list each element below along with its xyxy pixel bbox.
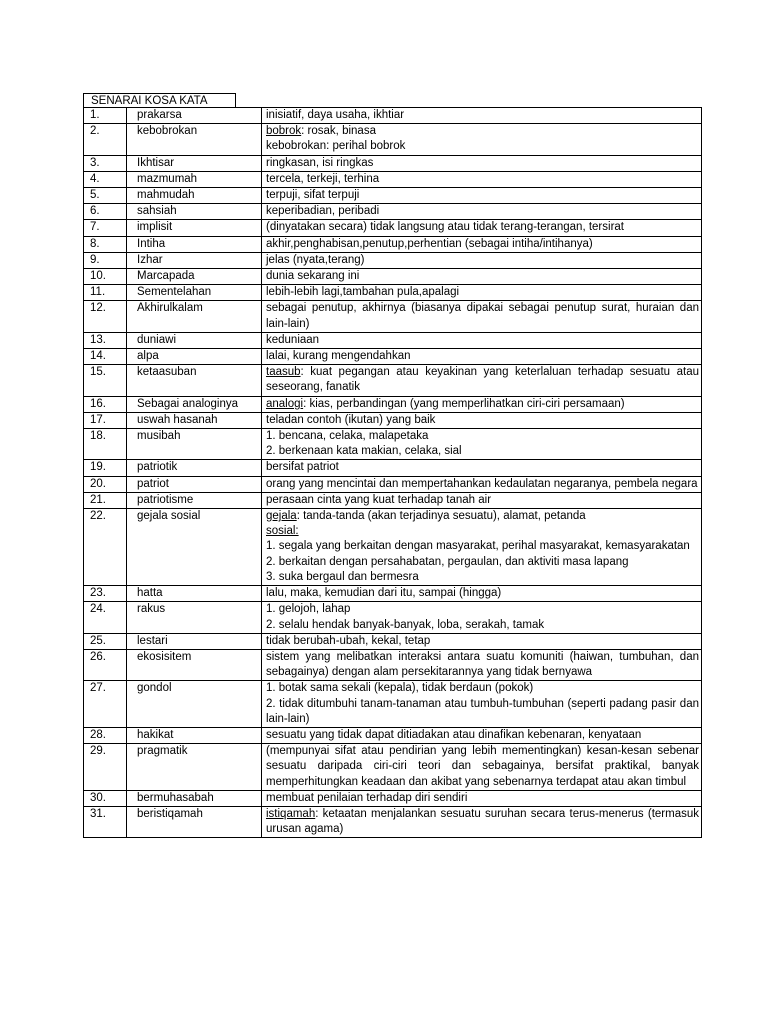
- definition-text: sesuatu yang tidak dapat ditiadakan atau dinafikan kebenaran, kenyataan: [266, 728, 642, 741]
- definition-line: [266, 570, 699, 585]
- definition-text: keduniaan: [266, 333, 320, 346]
- definition-line: [266, 650, 699, 680]
- vocabulary-word: Marcapada: [127, 269, 262, 285]
- definition-text: dunia sekarang ini: [266, 270, 360, 283]
- definition-line: [266, 220, 699, 235]
- table-row: [84, 727, 702, 743]
- definition-line: [266, 204, 699, 219]
- table-row: [84, 744, 702, 791]
- definition-line: [266, 397, 699, 412]
- row-number: 8.: [84, 236, 127, 252]
- table-row: [84, 492, 702, 508]
- definition-line: [266, 634, 699, 649]
- vocabulary-word: ekosisitem: [127, 649, 262, 680]
- vocabulary-word: patriotik: [127, 460, 262, 476]
- definition: [262, 204, 702, 220]
- definition-line: [266, 285, 699, 300]
- definition-line: [266, 807, 699, 837]
- table-row: [84, 332, 702, 348]
- definition-line: [266, 460, 699, 475]
- definition-line: [266, 172, 699, 187]
- definition-line: [266, 253, 699, 268]
- table-row: [84, 396, 702, 412]
- definition: [262, 285, 702, 301]
- vocabulary-word: mahmudah: [127, 188, 262, 204]
- vocabulary-word: alpa: [127, 349, 262, 365]
- table-row: [84, 252, 702, 268]
- table-row: [84, 155, 702, 171]
- vocabulary-word: Sementelahan: [127, 285, 262, 301]
- definition-line: [266, 791, 699, 806]
- definition-line: [266, 365, 699, 395]
- underlined-term: bobrok: [266, 125, 302, 138]
- definition-text: (dinyatakan secara) tidak langsung atau tidak terang-terangan, tersirat: [266, 221, 624, 234]
- definition: [262, 124, 702, 155]
- table-row: [84, 586, 702, 602]
- vocabulary-word: prakarsa: [127, 108, 262, 124]
- vocabulary-word: musibah: [127, 429, 262, 460]
- row-number: 21.: [84, 492, 127, 508]
- row-number: 11.: [84, 285, 127, 301]
- definition: [262, 365, 702, 396]
- definition-text: tercela, terkeji, terhina: [266, 172, 380, 185]
- definition: [262, 727, 702, 743]
- definition: [262, 492, 702, 508]
- vocabulary-word: hatta: [127, 586, 262, 602]
- definition-line: [266, 108, 699, 123]
- definition-text: sebagai penutup, akhirnya (biasanya dipakai sebagai penutup surat, huraian dan lain-lain): [266, 302, 699, 330]
- definition-text: terpuji, sifat terpuji: [266, 189, 360, 202]
- table-row: [84, 633, 702, 649]
- definition: [262, 236, 702, 252]
- definition: [262, 301, 702, 332]
- definition: [262, 476, 702, 492]
- definition-text: 2. berkenaan kata makian, celaka, sial: [266, 445, 462, 458]
- definition-line: [266, 444, 699, 459]
- row-number: 31.: [84, 806, 127, 837]
- definition-line: [266, 139, 699, 154]
- definition-line: [266, 618, 699, 633]
- vocabulary-word: uswah hasanah: [127, 412, 262, 428]
- table-row: [84, 269, 702, 285]
- list-title: SENARAI KOSA KATA: [83, 93, 236, 107]
- row-number: 24.: [84, 602, 127, 633]
- definition-line: [266, 477, 699, 492]
- row-number: 28.: [84, 727, 127, 743]
- row-number: 29.: [84, 744, 127, 791]
- definition-text: 1. segala yang berkaitan dengan masyarakat, perihal masyarakat, kemasyarakatan: [266, 540, 690, 553]
- definition-line: [266, 697, 699, 727]
- underlined-term: sosial:: [266, 525, 299, 538]
- definition: [262, 586, 702, 602]
- definition-text: keperibadian, peribadi: [266, 205, 380, 218]
- row-number: 2.: [84, 124, 127, 155]
- definition: [262, 602, 702, 633]
- definition: [262, 155, 702, 171]
- row-number: 14.: [84, 349, 127, 365]
- definition-text: (mempunyai sifat atau pendirian yang lebih mementingkan) kesan-kesan sebenar sesuatu daripada ciri-ciri teori dan sebagainya, bersifat praktikal, banyak memperhitungkan keadaan dan akibat yang sebenarnya terdapat atau akan timbul: [266, 745, 699, 788]
- definition-text: 2. selalu hendak banyak-banyak, loba, serakah, tamak: [266, 618, 545, 631]
- definition-line: [266, 524, 699, 539]
- definition: [262, 188, 702, 204]
- row-number: 30.: [84, 790, 127, 806]
- definition: [262, 252, 702, 268]
- vocabulary-word: patriotisme: [127, 492, 262, 508]
- row-number: 10.: [84, 269, 127, 285]
- definition-text: : ketaatan menjalankan sesuatu suruhan secara terus-menerus (termasuk urusan agama): [266, 807, 699, 836]
- vocabulary-word: mazmumah: [127, 171, 262, 187]
- table-row: [84, 476, 702, 492]
- definition-text: inisiatif, daya usaha, ikhtiar: [266, 109, 405, 121]
- row-number: 3.: [84, 155, 127, 171]
- definition: [262, 509, 702, 586]
- definition-text: : kuat pegangan atau keyakinan yang keterlaluan terhadap sesuatu atau seseorang, fanatik: [266, 366, 699, 394]
- vocabulary-word: lestari: [127, 633, 262, 649]
- row-number: 23.: [84, 586, 127, 602]
- definition-line: [266, 429, 699, 444]
- definition: [262, 649, 702, 680]
- table-row: [84, 365, 702, 396]
- definition-text: ringkasan, isi ringkas: [266, 156, 374, 169]
- table-row: [84, 171, 702, 187]
- definition: [262, 460, 702, 476]
- definition-text: perasaan cinta yang kuat terhadap tanah air: [266, 493, 492, 506]
- definition: [262, 349, 702, 365]
- vocabulary-table: [83, 107, 702, 838]
- definition: [262, 412, 702, 428]
- table-row: [84, 509, 702, 586]
- vocabulary-word: Ikhtisar: [127, 155, 262, 171]
- row-number: 17.: [84, 412, 127, 428]
- table-row: [84, 108, 702, 124]
- definition-line: [266, 681, 699, 696]
- definition-line: [266, 333, 699, 348]
- definition-line: [266, 493, 699, 508]
- definition-line: [266, 509, 699, 524]
- table-row: [84, 124, 702, 155]
- definition-text: tidak berubah-ubah, kekal, tetap: [266, 634, 431, 647]
- underlined-term: istiqamah: [266, 807, 316, 820]
- definition-line: [266, 586, 699, 601]
- row-number: 1.: [84, 108, 127, 124]
- definition-text: : rosak, binasa: [301, 125, 376, 138]
- table-row: [84, 806, 702, 837]
- underlined-term: analogi: [266, 397, 304, 410]
- definition-line: [266, 156, 699, 171]
- table-row: [84, 188, 702, 204]
- definition-text: 2. tidak ditumbuhi tanam-tanaman atau tumbuh-tumbuhan (seperti padang pasir dan lain-lain): [266, 697, 699, 725]
- definition-line: [266, 539, 699, 554]
- definition-text: lalu, maka, kemudian dari itu, sampai (hingga): [266, 587, 502, 600]
- underlined-term: gejala: [266, 510, 297, 523]
- row-number: 4.: [84, 171, 127, 187]
- row-number: 12.: [84, 301, 127, 332]
- definition: [262, 806, 702, 837]
- definition-text: membuat penilaian terhadap diri sendiri: [266, 791, 468, 804]
- definition-line: [266, 237, 699, 252]
- row-number: 13.: [84, 332, 127, 348]
- definition-line: [266, 301, 699, 331]
- row-number: 18.: [84, 429, 127, 460]
- row-number: 22.: [84, 509, 127, 586]
- definition-line: [266, 188, 699, 203]
- definition-text: jelas (nyata,terang): [266, 253, 365, 266]
- vocabulary-word: Intiha: [127, 236, 262, 252]
- vocabulary-word: ketaasuban: [127, 365, 262, 396]
- definition-text: akhir,penghabisan,penutup,perhentian (sebagai intiha/intihanya): [266, 237, 593, 250]
- vocabulary-word: Akhirulkalam: [127, 301, 262, 332]
- table-row: [84, 285, 702, 301]
- row-number: 6.: [84, 204, 127, 220]
- definition: [262, 108, 702, 124]
- row-number: 9.: [84, 252, 127, 268]
- definition-text: orang yang mencintai dan mempertahankan kedaulatan negaranya, pembela negara: [266, 477, 698, 490]
- definition-line: [266, 744, 699, 790]
- definition-text: : kias, perbandingan (yang memperlihatkan ciri-ciri persamaan): [303, 397, 625, 410]
- definition: [262, 790, 702, 806]
- underlined-term: taasub: [266, 366, 301, 379]
- vocabulary-word: Sebagai analoginya: [127, 396, 262, 412]
- row-number: 7.: [84, 220, 127, 236]
- definition: [262, 269, 702, 285]
- vocabulary-word: rakus: [127, 602, 262, 633]
- table-row: [84, 236, 702, 252]
- table-row: [84, 649, 702, 680]
- definition-text: bersifat patriot: [266, 461, 339, 474]
- vocabulary-word: sahsiah: [127, 204, 262, 220]
- definition-line: [266, 269, 699, 284]
- vocabulary-word: bermuhasabah: [127, 790, 262, 806]
- definition-text: 1. gelojoh, lahap: [266, 603, 351, 616]
- definition-text: lalai, kurang mengendahkan: [266, 350, 411, 363]
- table-row: [84, 429, 702, 460]
- row-number: 25.: [84, 633, 127, 649]
- definition-text: lebih-lebih lagi,tambahan pula,apalagi: [266, 286, 460, 299]
- vocabulary-word: beristiqamah: [127, 806, 262, 837]
- definition-text: kebobrokan: perihal bobrok: [266, 140, 406, 153]
- definition-text: sistem yang melibatkan interaksi antara suatu komuniti (haiwan, tumbuhan, dan sebagainya) dengan alam persekitarannya yang tidak bernyawa: [266, 650, 699, 679]
- definition: [262, 681, 702, 728]
- table-row: [84, 349, 702, 365]
- row-number: 27.: [84, 681, 127, 728]
- vocabulary-word: pragmatik: [127, 744, 262, 791]
- definition: [262, 171, 702, 187]
- vocabulary-word: Izhar: [127, 252, 262, 268]
- vocabulary-word: gondol: [127, 681, 262, 728]
- table-row: [84, 681, 702, 728]
- vocabulary-table-body: [84, 108, 702, 838]
- definition-text: 3. suka bergaul dan bermesra: [266, 570, 419, 583]
- row-number: 19.: [84, 460, 127, 476]
- definition: [262, 332, 702, 348]
- definition: [262, 633, 702, 649]
- table-row: [84, 220, 702, 236]
- table-row: [84, 460, 702, 476]
- definition: [262, 429, 702, 460]
- table-row: [84, 602, 702, 633]
- definition-line: [266, 349, 699, 364]
- definition-text: 2. berkaitan dengan persahabatan, pergaulan, dan aktiviti masa lapang: [266, 555, 629, 568]
- row-number: 20.: [84, 476, 127, 492]
- definition: [262, 396, 702, 412]
- definition-text: 1. botak sama sekali (kepala), tidak berdaun (pokok): [266, 682, 534, 695]
- definition: [262, 220, 702, 236]
- table-row: [84, 412, 702, 428]
- vocabulary-word: hakikat: [127, 727, 262, 743]
- table-row: [84, 204, 702, 220]
- definition-text: teladan contoh (ikutan) yang baik: [266, 413, 436, 426]
- row-number: 15.: [84, 365, 127, 396]
- vocabulary-word: kebobrokan: [127, 124, 262, 155]
- definition-line: [266, 124, 699, 139]
- definition-line: [266, 413, 699, 428]
- definition-text: : tanda-tanda (akan terjadinya sesuatu), alamat, petanda: [296, 510, 586, 523]
- definition-line: [266, 555, 699, 570]
- table-row: [84, 301, 702, 332]
- table-row: [84, 790, 702, 806]
- definition-line: [266, 602, 699, 617]
- definition-line: [266, 728, 699, 743]
- vocabulary-word: implisit: [127, 220, 262, 236]
- vocabulary-word: gejala sosial: [127, 509, 262, 586]
- vocabulary-word: duniawi: [127, 332, 262, 348]
- row-number: 26.: [84, 649, 127, 680]
- definition: [262, 744, 702, 791]
- row-number: 16.: [84, 396, 127, 412]
- definition-text: 1. bencana, celaka, malapetaka: [266, 430, 429, 443]
- row-number: 5.: [84, 188, 127, 204]
- vocabulary-word: patriot: [127, 476, 262, 492]
